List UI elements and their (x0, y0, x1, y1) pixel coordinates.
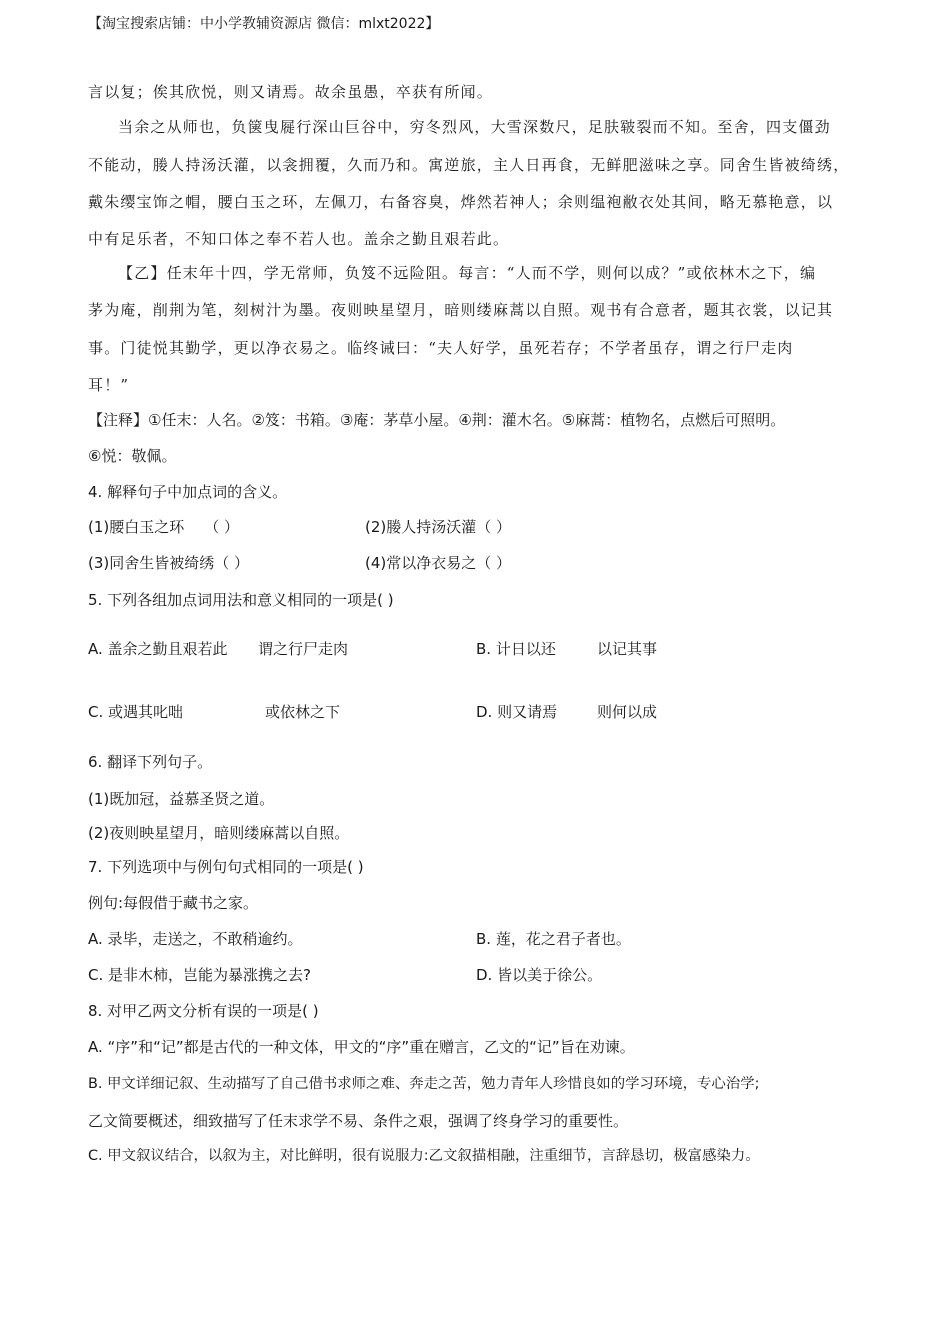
q6-item-2: (2)夜则映星望月，暗则缕麻蒿以自照。 (88, 824, 350, 842)
notes-line: 【注释】①任末：人名。②笈：书箱。③庵：茅草小屋。④荆：灌木名。⑤麻蒿：植物名，点燃后可照明。 (88, 411, 786, 429)
q8-option-b: B. 甲文详细记叙、生动描写了自己借书求师之难、奔走之苦，勉力青年人珍惜良如的学习环境，专心治学; (88, 1076, 760, 1092)
q5-option-b: B. 计日以还 (476, 640, 556, 658)
q8-option-a: A. “序”和“记”都是古代的一种文体，甲文的“序”重在赠言，乙文的“记”旨在劝谏。 (88, 1038, 635, 1056)
q4-item-3: (3)同舍生皆被绮绣（ ） (88, 554, 250, 572)
q5-option-c-pair: 或依林之下 (265, 703, 341, 721)
passage-jia-line: 当余之从师也，负箧曳屣行深山巨谷中，穷冬烈风，大雪深数尺，足肤皲裂而不知。至舍，四支僵劲 (118, 118, 831, 136)
q4-item-1: (1)腰白玉之环 （ ） (88, 518, 240, 536)
q8-option-c: C. 甲文叙议结合，以叙为主，对比鲜明，很有说服力:乙文叙描相融，注重细节，言辞恳切，极富感染力。 (88, 1148, 760, 1164)
q7-option-c: C. 是非木柿，岂能为暴涨携之去? (88, 966, 311, 984)
passage-yi-line: 茅为庵，削荆为笔，刻树汁为墨。夜则映星望月，暗则缕麻蒿以自照。观书有合意者，题其衣裳，以记其 (88, 301, 834, 319)
passage-yi-line: 耳！” (88, 376, 130, 394)
q5-option-c: C. 或遇其叱咄 (88, 703, 184, 721)
q5-stem: 5. 下列各组加点词用法和意义相同的一项是( ) (88, 591, 394, 609)
q7-example: 例句:每假借于藏书之家。 (88, 894, 259, 912)
q4-stem: 4. 解释句子中加点词的含义。 (88, 483, 288, 501)
q4-item-4: (4)常以净衣易之（ ） (365, 554, 512, 572)
passage-jia-line: 不能动，媵人持汤沃灌，以衾拥覆，久而乃和。寓逆旅，主人日再食，无鲜肥滋味之享。同舍生皆被绮绣， (88, 156, 850, 174)
q7-option-b: B. 莲，花之君子者也。 (476, 930, 631, 948)
q5-option-a: A. 盖余之勤且艰若此 (88, 640, 228, 658)
q6-stem: 6. 翻译下列句子。 (88, 753, 213, 771)
notes-line: ⑥悦：敬佩。 (88, 447, 177, 465)
q5-option-b-pair: 以记其事 (597, 640, 658, 658)
page-header: 【淘宝搜索店铺：中小学教辅资源店 微信：mlxt2022】 (88, 16, 440, 32)
passage-yi-line: 事。门徒悦其勤学，更以净衣易之。临终诫曰：“夫人好学，虽死若存；不学者虽存，谓之行尸走肉 (88, 339, 794, 357)
passage-yi-line: 【乙】任末年十四，学无常师，负笈不远险阻。每言：“人而不学，则何以成？”或依林木之下，编 (118, 264, 817, 282)
q5-option-a-pair: 谓之行尸走肉 (258, 640, 349, 658)
q8-option-b-cont: 乙文简要概述，细致描写了任末求学不易、条件之艰，强调了终身学习的重要性。 (88, 1112, 629, 1130)
passage-jia-line: 中有足乐者，不知口体之奉不若人也。盖余之勤且艰若此。 (88, 230, 510, 248)
passage-jia-line: 言以复；俟其欣悦，则又请焉。故余虽愚，卒获有所闻。 (88, 83, 494, 101)
q5-option-d: D. 则又请焉 (476, 703, 558, 721)
q8-stem: 8. 对甲乙两文分析有误的一项是( ) (88, 1002, 319, 1020)
q7-stem: 7. 下列选项中与例句句式相同的一项是( ) (88, 858, 364, 876)
passage-jia-line: 戴朱缨宝饰之帽，腰白玉之环，左佩刀，右备容臭，烨然若神人；余则缊袍敝衣处其间，略无慕艳意，以 (88, 193, 834, 211)
q5-option-d-pair: 则何以成 (597, 703, 658, 721)
q7-option-a: A. 录毕，走送之，不敢稍逾约。 (88, 930, 303, 948)
q6-item-1: (1)既加冠，益慕圣贤之道。 (88, 790, 275, 808)
q4-item-2: (2)媵人持汤沃灌（ ） (365, 518, 512, 536)
q7-option-d: D. 皆以美于徐公。 (476, 966, 603, 984)
